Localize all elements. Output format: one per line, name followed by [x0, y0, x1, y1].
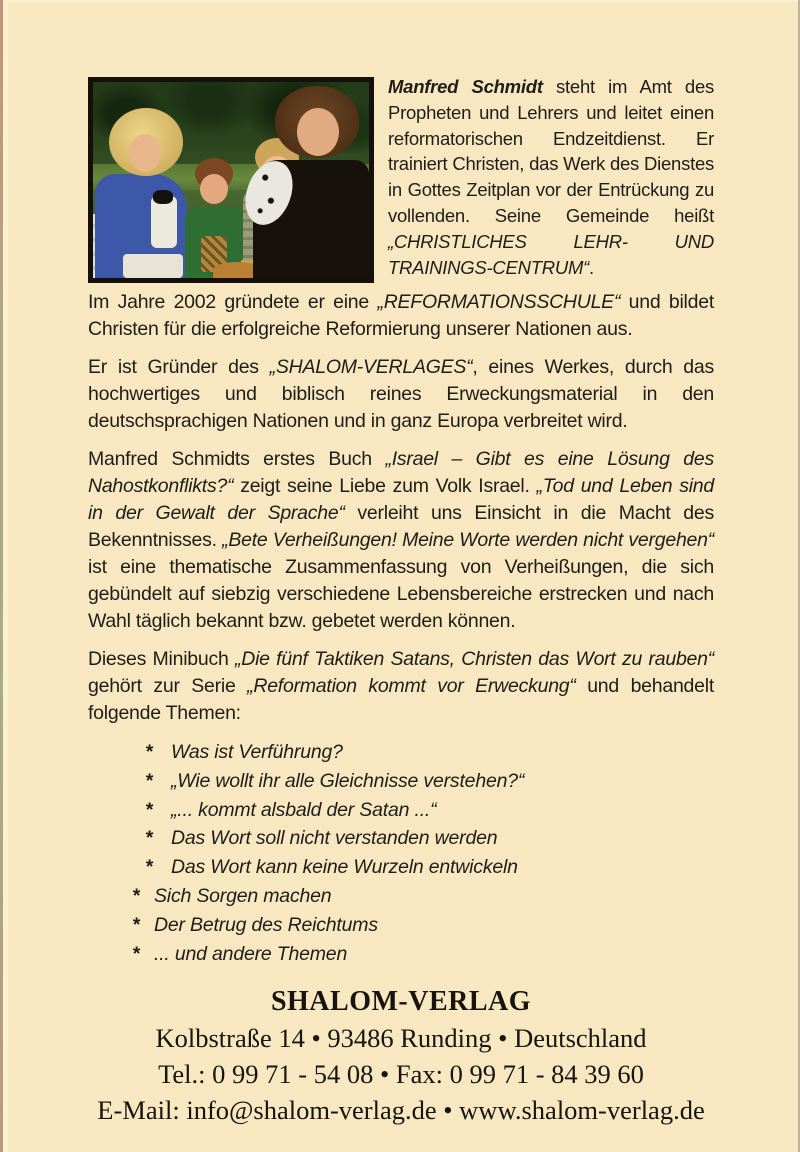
publisher-address: Kolbstraße 14 • 93486 Runding • Deutschland	[155, 1023, 647, 1054]
theme-text: Das Wort kann keine Wurzeln entwickeln	[171, 856, 518, 879]
minibook-title-italic: „Die fünf Taktiken Satans, Christen das Wort zu rauben“	[235, 648, 714, 670]
school-name-italic: „REFORMATIONSSCHULE“	[377, 291, 621, 313]
founding-text-2: und bildet Christen für die erfolgreiche Reformierung unserer Nationen aus.	[88, 291, 714, 340]
founding-text: Im Jahre 2002 gründete er eine	[88, 291, 378, 313]
series-name-italic: „Reformation kommt vor Erweckung“	[247, 675, 576, 697]
list-item	[88, 824, 714, 853]
scan-edge-top	[0, 0, 800, 2]
theme-text: Das Wort soll nicht verstanden werden	[171, 827, 498, 850]
verlag-text-2: , eines Werkes, durch das hochwertiges und biblisch reines Erweckungsmaterial in den deutschsprachigen Nationen und in ganz Europa verbreitet wird.	[88, 356, 714, 432]
asterisk-bullet-icon: *	[145, 769, 153, 792]
minibook-text-2: gehört zur Serie	[88, 675, 248, 697]
theme-text: „... kommt alsbald der Satan ...“	[171, 798, 437, 821]
author-name: Manfred Schmidt	[388, 76, 543, 97]
book-title-tod-und-leben: „Tod und Leben sind in der Gewalt der Sprache“	[88, 475, 714, 524]
theme-text: ... und andere Themen	[154, 942, 348, 965]
verlag-text: Er ist Gründer des	[88, 356, 270, 378]
themes-list	[88, 738, 714, 968]
asterisk-bullet-icon: *	[132, 942, 140, 965]
theme-text: Was ist Verführung?	[171, 741, 343, 763]
list-item	[88, 796, 714, 825]
scan-edge-left-highlight	[3, 0, 8, 1152]
books-text: Manfred Schmidts erstes Buch	[88, 448, 386, 470]
publisher-phone-fax: Tel.: 0 99 71 - 54 08 • Fax: 0 99 71 - 84 39 60	[158, 1059, 644, 1090]
book-title-israel: „Israel – Gibt es eine Lösung des Nahostkonflikts?“	[88, 448, 714, 497]
minibook-text: Dieses Minibuch	[88, 648, 235, 670]
cover-content	[88, 74, 714, 1128]
church-name-italic: „CHRISTLICHES LEHR- UND TRAININGS-CENTRUM“	[388, 230, 714, 278]
theme-text: Der Betrug des Reichtums	[154, 913, 378, 936]
list-item	[88, 911, 714, 940]
photo-woman-face	[129, 134, 161, 172]
theme-text: Sich Sorgen machen	[154, 884, 332, 907]
asterisk-bullet-icon: *	[145, 856, 153, 879]
books-text-4: ist eine thematische Zusammenfassung von Verheißungen, die sich gebündelt auf siebzig verschiedene Lebensbereiche erstrecken und nach Wahl täglich bekannt bzw. gebetet werden können.	[88, 556, 714, 632]
verlag-paragraph	[88, 354, 714, 435]
photo-boy1-face	[200, 174, 228, 204]
list-item	[88, 767, 714, 796]
photo-woman-pants	[123, 254, 183, 278]
bio-intro-period: .	[589, 256, 594, 278]
minibook-paragraph	[88, 646, 714, 727]
minibook-text-3: und behandelt folgende Themen:	[88, 675, 714, 724]
theme-text: „Wie wollt ihr alle Gleichnisse verstehen?“	[171, 769, 525, 792]
books-text-3: verleiht uns Einsicht in die Macht des Bekenntnisses.	[88, 502, 714, 551]
list-item	[88, 738, 714, 767]
bio-intro-paragraph	[88, 74, 714, 280]
publisher-name: SHALOM-VERLAG	[270, 986, 532, 1018]
asterisk-bullet-icon: *	[132, 884, 140, 907]
books-text-2: zeigt seine Liebe zum Volk Israel.	[233, 475, 537, 497]
photo-woman-bow	[153, 190, 173, 204]
asterisk-bullet-icon: *	[145, 827, 153, 850]
founding-paragraph	[88, 289, 714, 343]
photo-man-face	[297, 108, 339, 156]
asterisk-bullet-icon: *	[132, 913, 140, 936]
publisher-email-web: E-Mail: info@shalom-verlag.de • www.shalom-verlag.de	[97, 1095, 705, 1126]
list-item	[88, 940, 714, 969]
bio-intro-text: steht im Amt des Propheten und Lehrers und leitet einen reformatorischen Endzeitdienst. Er trainiert Christen, das Werk des Dienstes in Gottes Zeitplan vor der Entrückung zu vollenden. Seine Gemeinde heißt	[388, 76, 714, 226]
book-title-bete-verheissungen: „Bete Verheißungen! Meine Worte werden nicht vergehen“	[222, 529, 714, 551]
list-item	[88, 882, 714, 911]
verlag-name-italic: „SHALOM-VERLAGES“	[269, 356, 473, 378]
publisher-block	[88, 984, 714, 1128]
asterisk-bullet-icon: *	[145, 798, 153, 821]
list-item	[88, 853, 714, 882]
family-photo	[88, 77, 374, 283]
books-paragraph	[88, 446, 714, 635]
scan-edge-left	[0, 0, 3, 1152]
asterisk-bullet-icon: *	[145, 741, 153, 763]
